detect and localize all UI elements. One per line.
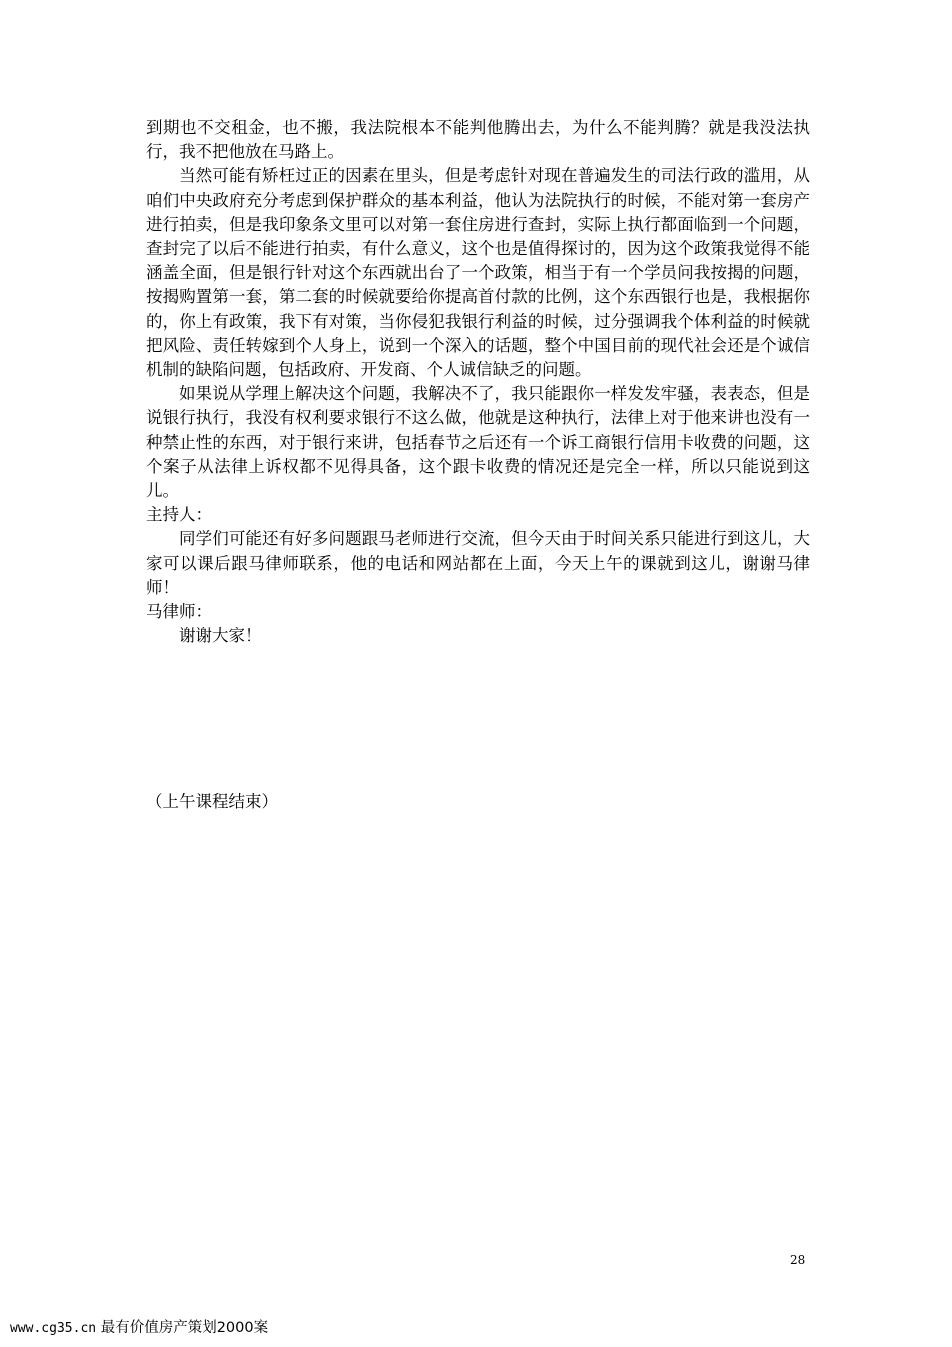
page-footer — [10, 1318, 268, 1339]
speaker-label-host: 主持人： — [146, 505, 212, 525]
session-end-note: （上午课程结束） — [146, 792, 278, 811]
footer-slogan: 最有价值房产策划2000案 — [100, 1320, 269, 1336]
speaker-label-lawyer: 马律师： — [146, 602, 212, 622]
document-body — [146, 116, 810, 648]
paragraph-3: 如果说从学理上解决这个问题，我解决不了，我只能跟你一样发发牢骚，表表态，但是说银行执行，我没有权利要求银行不这么做，他就是这种执行，法律上对于他来讲也没有一种禁止性的东西，对于银行来讲，包括春节之后还有一个诉工商银行信用卡收费的问题，这个案子从法律上诉权都不见得具备，这个跟卡收费的情况还是完全一样，所以只能说到这儿。 — [146, 384, 810, 501]
paragraph-host-remarks: 同学们可能还有好多问题跟马老师进行交流，但今天由于时间关系只能进行到这儿，大家可以课后跟马律师联系，他的电话和网站都在上面，今天上午的课就到这儿，谢谢马律师！ — [146, 529, 810, 597]
page-number: 28 — [790, 1253, 806, 1267]
footer-url: www.cg35.cn — [10, 1321, 97, 1336]
paragraph-lawyer-remarks: 谢谢大家！ — [179, 626, 262, 646]
paragraph-2: 当然可能有矫枉过正的因素在里头，但是考虑针对现在普遍发生的司法行政的滥用，从咱们中央政府充分考虑到保护群众的基本利益，他认为法院执行的时候，不能对第一套房产进行拍卖，但是我印象条文里可以对第一套住房进行查封，实际上执行都面临到一个问题，查封完了以后不能进行拍卖，有什么意义，这个也是值得探讨的，因为这个政策我觉得不能涵盖全面，但是银行针对这个东西就出台了一个政策，相当于有一个学员问我按揭的问题，按揭购置第一套，第二套的时候就要给你提高首付款的比例，这个东西银行也是，我根据你的，你上有政策，我下有对策，当你侵犯我银行利益的时候，过分强调我个体利益的时候就把风险、责任转嫁到个人身上，说到一个深入的话题，整个中国目前的现代社会还是个诚信机制的缺陷问题，包括政府、开发商、个人诚信缺乏的问题。 — [146, 166, 810, 380]
paragraph-1: 到期也不交租金，也不搬，我法院根本不能判他腾出去，为什么不能判腾？就是我没法执行，我不把他放在马路上。 — [146, 118, 810, 162]
